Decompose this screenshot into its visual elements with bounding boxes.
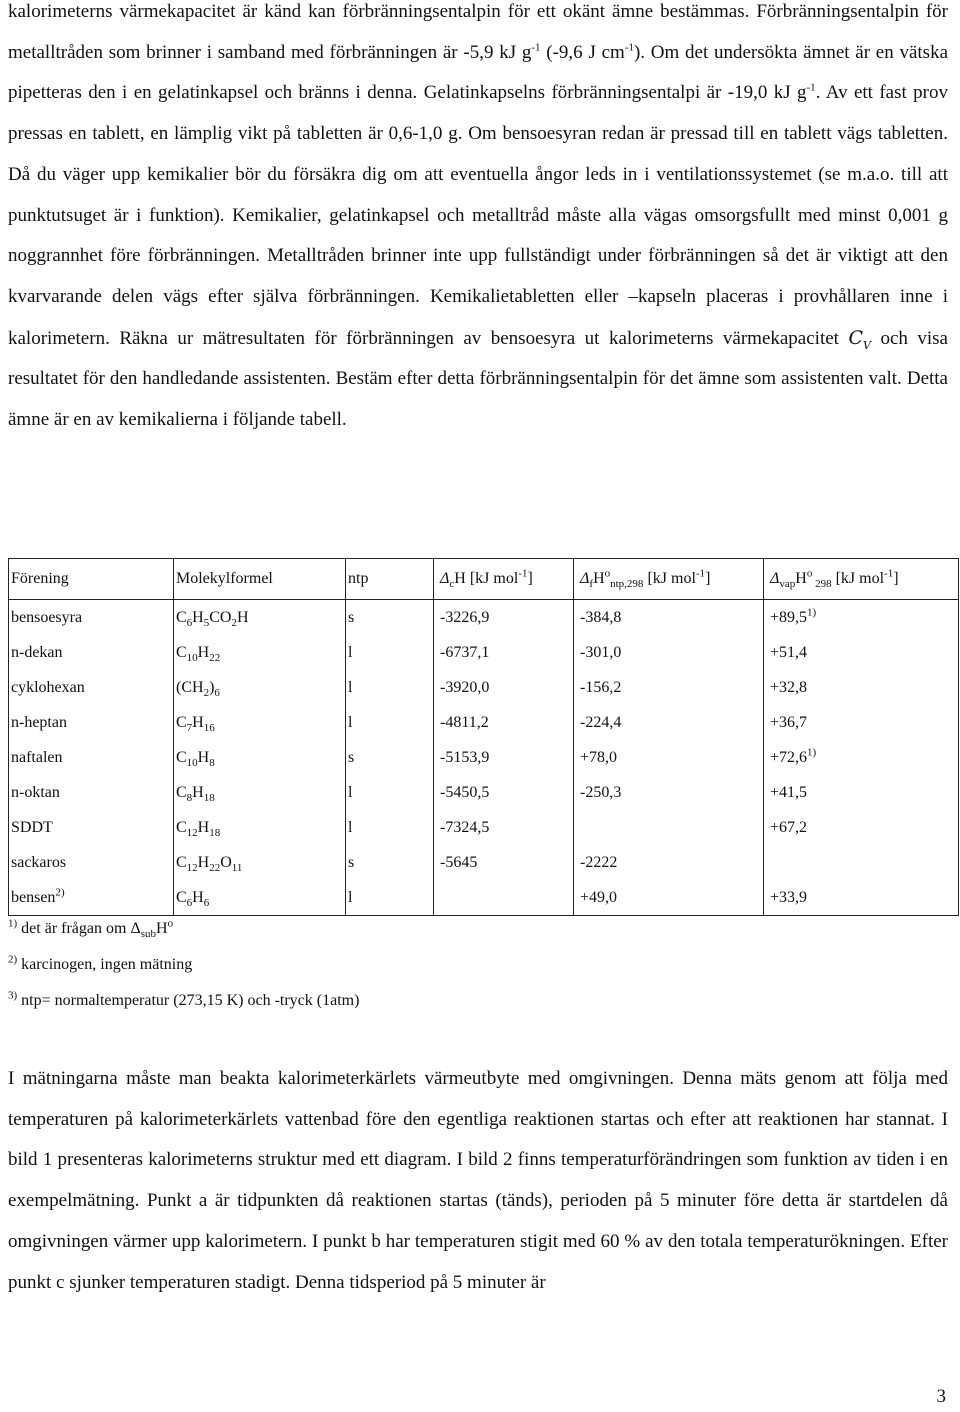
header-formula: Molekylformel: [174, 559, 346, 600]
cell-formation: -224,4: [574, 705, 764, 740]
table-row: [9, 635, 959, 670]
table-footnotes: [8, 918, 359, 1026]
cell-combustion: -3920,0: [434, 670, 574, 705]
cell-combustion: -5450,5: [434, 775, 574, 810]
header-formation-enthalpy: $\Delta_fH^o_{ntp,298}$ [kJ mol$^{-1}$]: [574, 559, 764, 600]
cell-ntp: s: [346, 600, 434, 636]
cell-formation: -301,0: [574, 635, 764, 670]
cell-formula: $C_{12}H_{22}O_{11}$: [174, 845, 346, 880]
cell-compound: n-heptan: [9, 705, 174, 740]
cell-ntp: l: [346, 705, 434, 740]
text-line: kalorimeterns värmekapacitet är känd kan förbränningsentalpin för ett okänt ämne bestämmas.: [8, 1, 750, 22]
cell-formula: $C_6H_6$: [174, 880, 346, 916]
table-header-row: [9, 559, 959, 600]
measurement-paragraph: I mätningarna måste man beakta kalorimeterkärlets värmeutbyte med omgivningen. Denna mäts genom att följa med temperaturen på kalorimeterkärlets vattenbad före den egentliga reaktionen startas och efter att reaktionen har stannat. I bild 1 presenteras kalorimeterns struktur med ett diagram. I bild 2 finns temperaturförändringen som funktion av tiden i en exempelmätning. Punkt a är tidpunkten då reaktionen startas (tänds), perioden på 5 minuter före detta är startdelen då omgivningen värmer upp kalorimetern. I punkt b har temperaturen stigit med 60 % av den totala temperaturökningen. Efter punkt c sjunker temperaturen stadigt. Denna tidsperiod på 5 minuter är: [8, 1068, 948, 1293]
cell-combustion: [434, 880, 574, 916]
footnote-2: $^{2)}$ karcinogen, ingen mätning: [8, 953, 193, 973]
superscript: -1: [531, 41, 541, 54]
cell-formation: +78,0: [574, 740, 764, 775]
cell-formula: $C_6H_5CO_2H$: [174, 600, 346, 636]
cell-vaporization: $+72,6^{1)}$: [764, 740, 959, 775]
text-line: och visa resultatet för den handledande assistenten. Bestäm efter detta förbränningsentalpin för det ämne som assistenten valt. Detta ämne är en av kemikalierna i följande tabell.: [8, 327, 948, 431]
cell-combustion: -5645: [434, 845, 574, 880]
cell-formation: -2222: [574, 845, 764, 880]
footnote-3: $^{3)}$ ntp= normaltemperatur (273,15 K) och -tryck (1atm): [8, 989, 360, 1009]
cell-compound: bensoesyra: [9, 600, 174, 636]
table-row: [9, 740, 959, 775]
cell-vaporization: +33,9: [764, 880, 959, 916]
page-number: 3: [936, 1386, 946, 1407]
header-combustion-enthalpy: $\Delta_cH$ [kJ mol$^{-1}$]: [434, 559, 574, 600]
cell-compound: cyklohexan: [9, 670, 174, 705]
cell-formation: -250,3: [574, 775, 764, 810]
text-line: Gelatinkapselns förbränningsentalpi är -19,0 kJ g: [423, 82, 807, 104]
header-compound: Förening: [9, 559, 174, 600]
cell-formula: $C_{10}H_8$: [174, 740, 346, 775]
cell-formula: $C_7H_{16}$: [174, 705, 346, 740]
cell-combustion: -5153,9: [434, 740, 574, 775]
cv-symbol: $C_V$: [848, 326, 871, 352]
text-line: . Av ett fast prov pressas en tablett, en lämplig vikt på tabletten är 0,6-1,0 g. Om bensoesyran redan är pressad till en tablett vägs tabletten. Då du väger upp kemikalier bör du försäkra dig om att eventuella ångor leds in i ventilationssystemet (se m.a.o. till att punktutsuget är i funktion). Kemikalier, gelatinkapsel och metalltråd måste alla vägas omsorgsfullt med minst 0,001 g noggrannhet före förbränningen. Metalltråden brinner inte upp fullständigt under förbränningen så det är viktigt att den kvarvarande delen vägs efter själva förbränningen. Kemikalietabletten eller –kapseln placeras i provhållaren inne i kalorimetern. Räkna ur mätresultaten för förbränningen av bensoesyra ut kalorimeterns värmekapacitet: [8, 82, 948, 349]
cell-combustion: -7324,5: [434, 810, 574, 845]
cell-formation: -384,8: [574, 600, 764, 636]
superscript: -1: [806, 82, 816, 95]
cell-compound: bensen$^{2)}$: [9, 880, 174, 916]
cell-ntp: l: [346, 880, 434, 916]
cell-formula: $(CH_2)_6$: [174, 670, 346, 705]
footnote-1: $^{1)}$ det är frågan om $\Delta_{sub}H^o$: [8, 917, 174, 941]
cell-combustion: -3226,9: [434, 600, 574, 636]
text-line: ). Om det undersökta ämnet är en vätska pipetteras den i en gelatinkapsel och bränns i denna.: [8, 41, 949, 104]
cell-formation: [574, 810, 764, 845]
cell-compound: n-oktan: [9, 775, 174, 810]
text-line: (-9,6: [540, 41, 583, 63]
cell-vaporization: +36,7: [764, 705, 959, 740]
cell-formation: -156,2: [574, 670, 764, 705]
cell-ntp: l: [346, 810, 434, 845]
header-ntp: ntp: [346, 559, 434, 600]
cell-compound: SDDT: [9, 810, 174, 845]
table-row: [9, 810, 959, 845]
cell-compound: sackaros: [9, 845, 174, 880]
cell-compound: n-dekan: [9, 635, 174, 670]
cell-formula: $C_{10}H_{22}$: [174, 635, 346, 670]
cell-vaporization: [764, 845, 959, 880]
text-line: Förbränningsentalpin för metalltråden som brinner i samband med förbränningen är -5,9 kJ g: [8, 1, 949, 63]
table-row: [9, 600, 959, 636]
cell-ntp: s: [346, 740, 434, 775]
header-vaporization-enthalpy: $\Delta_{vap}H^o$ $_{298}$ [kJ mol$^{-1}$]: [764, 559, 959, 600]
cell-ntp: l: [346, 635, 434, 670]
cell-formation: +49,0: [574, 880, 764, 916]
cell-vaporization: +67,2: [764, 810, 959, 845]
compound-table: [8, 558, 959, 916]
cell-combustion: -6737,1: [434, 635, 574, 670]
cell-ntp: l: [346, 775, 434, 810]
cell-ntp: s: [346, 845, 434, 880]
superscript: -1: [624, 41, 634, 54]
cell-compound: naftalen: [9, 740, 174, 775]
intro-paragraph: [8, 0, 948, 441]
table-row: [9, 880, 959, 916]
table-row: [9, 775, 959, 810]
cell-combustion: -4811,2: [434, 705, 574, 740]
table-row: [9, 670, 959, 705]
cell-vaporization: +41,5: [764, 775, 959, 810]
table-row: [9, 705, 959, 740]
table-row: [9, 845, 959, 880]
cell-vaporization: $+89,5^{1)}$: [764, 600, 959, 636]
cell-formula: $C_8H_{18}$: [174, 775, 346, 810]
cell-vaporization: +32,8: [764, 670, 959, 705]
text-line: J cm: [588, 41, 625, 63]
cell-vaporization: +51,4: [764, 635, 959, 670]
cell-formula: $C_{12}H_{18}$: [174, 810, 346, 845]
cell-ntp: l: [346, 670, 434, 705]
